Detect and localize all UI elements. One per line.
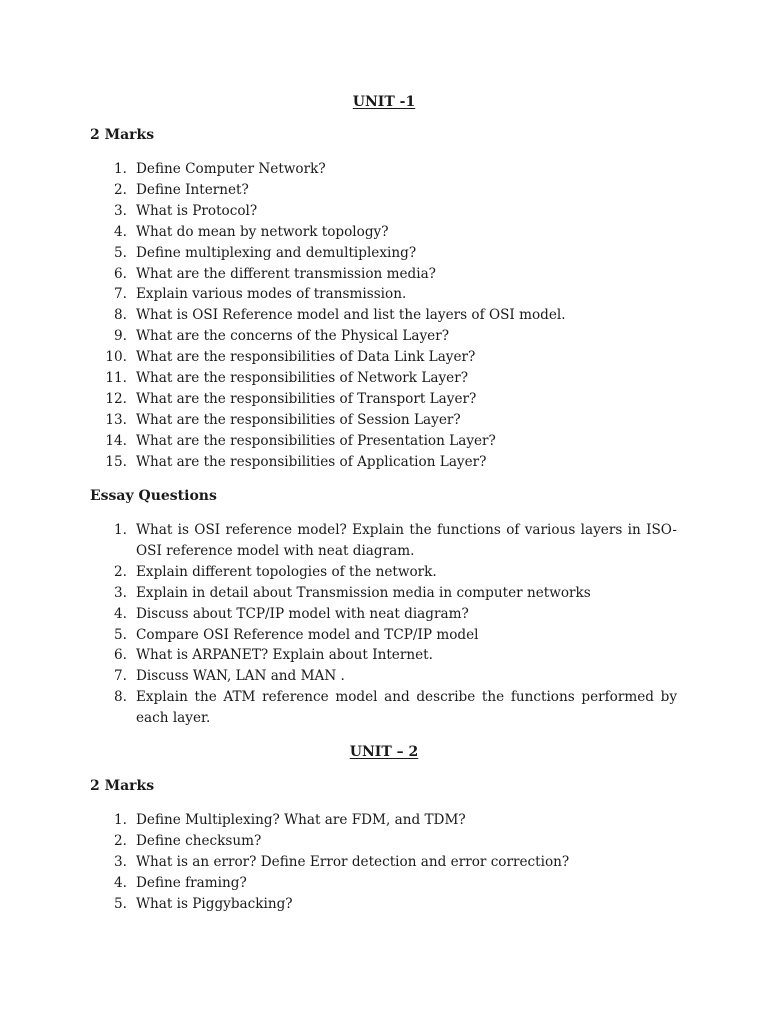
list-item: 2. Define Internet?: [114, 181, 249, 198]
unit-1-essay-list: [0, 520, 768, 729]
unit-2-two-marks-heading: 2 Marks: [90, 778, 155, 794]
list-item: 15. What are the responsibilities of Application Layer?: [105, 453, 487, 470]
list-item: 1. Define Computer Network?: [114, 161, 326, 177]
unit-2-title: UNIT – 2: [349, 744, 419, 760]
list-item: 6. What is ARPANET? Explain about Internet.: [114, 647, 433, 664]
list-item: 13. What are the responsibilities of Session Layer?: [105, 411, 461, 428]
list-item: 5. Compare OSI Reference model and TCP/IP model: [114, 626, 479, 643]
unit-1-two-marks-heading: 2 Marks: [90, 127, 155, 143]
list-item: 6. What are the different transmission media?: [114, 265, 436, 282]
unit-1-title: UNIT -1: [352, 94, 416, 110]
list-item: 3. What is an error? Define Error detection and error correction?: [114, 853, 570, 870]
list-item: 4. What do mean by network topology?: [114, 223, 389, 240]
list-item: 1. What is OSI reference model? Explain the functions of various layers in ISO-OSI reference model with neat diagram.: [114, 522, 677, 559]
list-item: 2. Explain different topologies of the network.: [114, 563, 437, 580]
list-item: 5. Define multiplexing and demultiplexing?: [114, 244, 417, 261]
list-item: 10. What are the responsibilities of Data Link Layer?: [105, 349, 476, 366]
unit-1-essay-heading: Essay Questions: [90, 488, 217, 504]
list-item: 4. Define framing?: [114, 874, 247, 891]
list-item: 12. What are the responsibilities of Transport Layer?: [105, 390, 477, 407]
list-item: 11. What are the responsibilities of Network Layer?: [105, 370, 469, 387]
list-item: 8. What is OSI Reference model and list the layers of OSI model.: [114, 307, 566, 324]
list-item: 8. Explain the ATM reference model and describe the functions performed by each layer.: [114, 689, 677, 727]
list-item: 4. Discuss about TCP/IP model with neat diagram?: [114, 605, 469, 622]
unit-2-two-marks-list: [0, 810, 768, 915]
list-item: 5. What is Piggybacking?: [114, 895, 293, 912]
list-item: 14. What are the responsibilities of Presentation Layer?: [105, 432, 496, 449]
list-item: 3. Explain in detail about Transmission media in computer networks: [114, 584, 591, 601]
list-item: 2. Define checksum?: [114, 832, 262, 849]
list-item: 9. What are the concerns of the Physical Layer?: [114, 328, 449, 345]
list-item: 1. Define Multiplexing? What are FDM, and TDM?: [114, 812, 466, 828]
list-item: 7. Discuss WAN, LAN and MAN .: [114, 668, 345, 685]
unit-1-two-marks-list: [0, 159, 768, 473]
list-item: 3. What is Protocol?: [114, 202, 258, 219]
list-item: 7. Explain various modes of transmission.: [114, 286, 407, 303]
